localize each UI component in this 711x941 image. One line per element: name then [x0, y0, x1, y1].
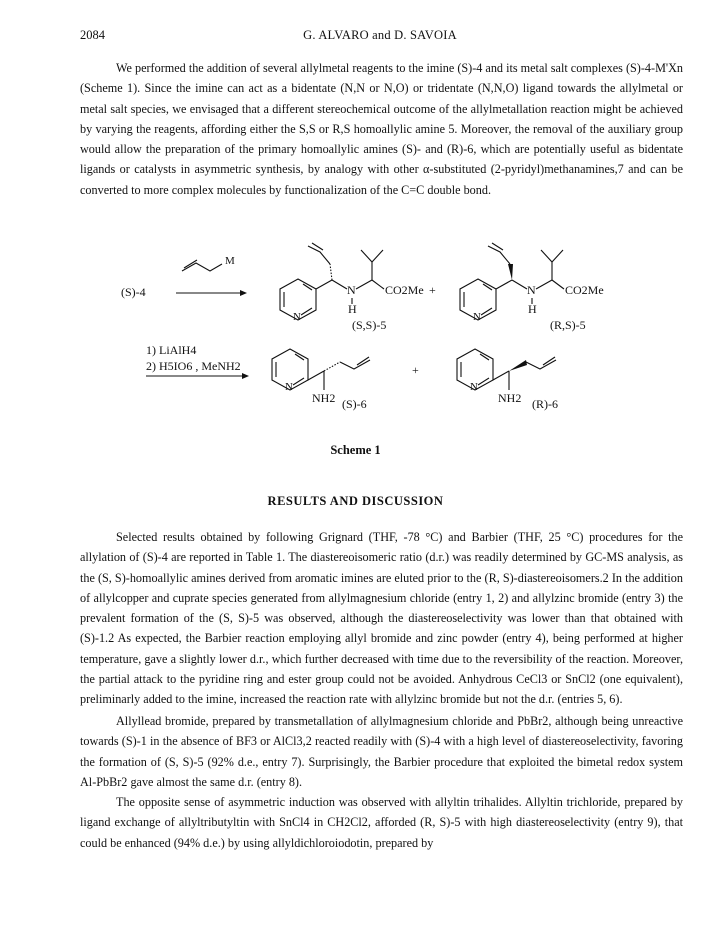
running-title: G. ALVARO and D. SAVOIA	[303, 28, 457, 42]
arrow-head-1	[240, 290, 247, 296]
reaction-scheme	[80, 238, 683, 463]
ipr-me-a-1	[361, 250, 372, 262]
product-ss-label: (S,S)-5	[352, 318, 387, 332]
section-heading: RESULTS AND DISCUSSION	[267, 494, 444, 508]
allyl-wedge-bond-4	[509, 360, 527, 371]
pyridine-n-label-4: N	[470, 381, 478, 393]
allyl-chain-3	[340, 360, 370, 369]
amine-h-label-2: H	[528, 302, 537, 316]
product-r6-label: (R)-6	[532, 397, 558, 411]
n-ch-bond-2	[536, 280, 552, 289]
scheme-caption: Scheme 1	[330, 443, 381, 457]
allyl-chain-1	[308, 246, 330, 264]
nh2-label-1: NH2	[312, 391, 336, 405]
ring-double-3c	[293, 378, 304, 385]
ester-label-2: CO2Me	[565, 283, 604, 297]
ring-ch-bond-2	[496, 280, 512, 289]
amine-n-label-1: N	[347, 283, 356, 297]
ipr-me-b-1	[372, 250, 383, 262]
ring-double-2c	[481, 308, 492, 315]
reagent-step-2: 2) H5IO6 , MeNH2	[146, 359, 241, 373]
paragraph-allyltin: The opposite sense of asymmetric induction was observed with allyltin trihalides. Allyltin trichloride, prepared by ligand exchange of allyltributyltin with SnCl4 in CH2Cl2, afforded (R, S)-5 with high diastereoselectivity (entry 9), that could be enhanced (94% d.e.) by using allyldichloroiodotin, prepared by	[80, 795, 683, 850]
pyridine-n-label-3: N	[285, 381, 293, 393]
pyridine-n-label-1: N	[293, 311, 301, 323]
page-header	[80, 28, 680, 46]
allyl-reagent-bonds	[182, 263, 222, 271]
ring-double-1c	[301, 308, 312, 315]
allyl-hash-bond-3	[324, 362, 340, 371]
allyl-chain-4	[526, 360, 556, 369]
ch-ester-bond-1	[372, 280, 384, 289]
ipr-me-b-2	[552, 250, 563, 262]
product-s6-label: (S)-6	[342, 397, 367, 411]
nh2-label-2: NH2	[498, 391, 522, 405]
ring-double-4c	[478, 378, 489, 385]
ch-ester-bond-2	[552, 280, 564, 289]
ester-label-1: CO2Me	[385, 283, 424, 297]
amine-n-label-2: N	[527, 283, 536, 297]
allyl-chain-2	[488, 246, 510, 264]
paragraph-allyllead: Allyllead bromide, prepared by transmetallation of allylmagnesium chloride and PbBr2, although being unreactive towards (S)-1 in the absence of BF3 or AlCl3,2 reacted readily with (S)-4 with a high level of diastereoselectivity, favoring the formation of (S, S)-5 (92% d.e., entry 7). Surprisingly, the Barbier procedure that exploited the bimetal redox system Al-PbBr2 gave almost the same d.r. (entry 8).	[80, 714, 683, 789]
allyl-wedge-bond-2	[508, 264, 513, 280]
ring-ch-bond-3	[308, 371, 324, 380]
page-number: 2084	[80, 28, 105, 42]
start-imine-label: (S)-4	[121, 285, 146, 299]
plus-sign-2: +	[412, 363, 419, 377]
plus-sign-1: +	[429, 283, 436, 297]
allyl-hash-bond-1	[330, 264, 332, 280]
reagent-step-1: 1) LiAlH4	[146, 343, 197, 357]
ch-n-bond-2	[512, 280, 527, 289]
product-rs-label: (R,S)-5	[550, 318, 586, 332]
paragraph-intro: We performed the addition of several allylmetal reagents to the imine (S)-4 and its metal salt complexes (S)-4-M'Xn (Scheme 1). Since the imine can act as a bidentate (N,N or N,O) or tridentate (N,N,O) ligand towards the allylmetal or metal salt species, we envisaged that a different stereochemical outcome of the allylmetallation reaction might be achieved by varying the reagents, affording either the S,S or R,S homoallylic amine 5. Moreover, the removal of the auxiliary group would allow the preparation of the primary homoallylic amines (S)- and (R)-6, which are potentially useful as bidentate ligands or catalysts in asymmetric synthesis, by analogy with other α-substituted (2-pyridyl)methanamines,7 and can be converted to more complex molecules by functionalization of the C=C double bond.	[80, 61, 683, 197]
metal-label: M	[225, 255, 235, 267]
ring-ch-bond-1	[316, 280, 332, 289]
amine-h-label-1: H	[348, 302, 357, 316]
ipr-me-a-2	[541, 250, 552, 262]
arrow-head-2	[242, 373, 249, 379]
n-ch-bond-1	[356, 280, 372, 289]
pyridine-n-label-2: N	[473, 311, 481, 323]
paragraph-results: Selected results obtained by following Grignard (THF, -78 °C) and Barbier (THF, 25 °C) procedures for the allylation of (S)-4 are reported in Table 1. The diastereoisomeric ratio (d.r.) was readily determined by GC-MS analysis, as the (S, S)-homoallylic amines derived from aromatic imines are eluted prior to the (R, S)-diastereoisomers.2 In the addition of allylcopper and cuprate species generated from allylmagnesium chloride (entry 1, 2) and allylzinc bromide (entry 3) the prevalent formation of the (S, S)-5 was observed, although the diastereoselectivity was lower than that obtained with (S)-1.2 As expected, the Barbier reaction employing allyl bromide and zinc powder (entry 4), being performed at higher temperature, gave a slightly lower d.r., which further decreased with time due to the reversibility of the reaction. Moreover, the partial attack to the pyridine ring and ester group could not be avoided. Anhydrous CeCl3 or SnCl2 (one equivalent), preliminarly added to the imine, increased the reaction rate with allylzinc bromide but not the d.r. (entries 5, 6).	[80, 530, 683, 707]
ring-ch-bond-4	[493, 371, 509, 380]
ch-n-bond-1	[332, 280, 347, 289]
